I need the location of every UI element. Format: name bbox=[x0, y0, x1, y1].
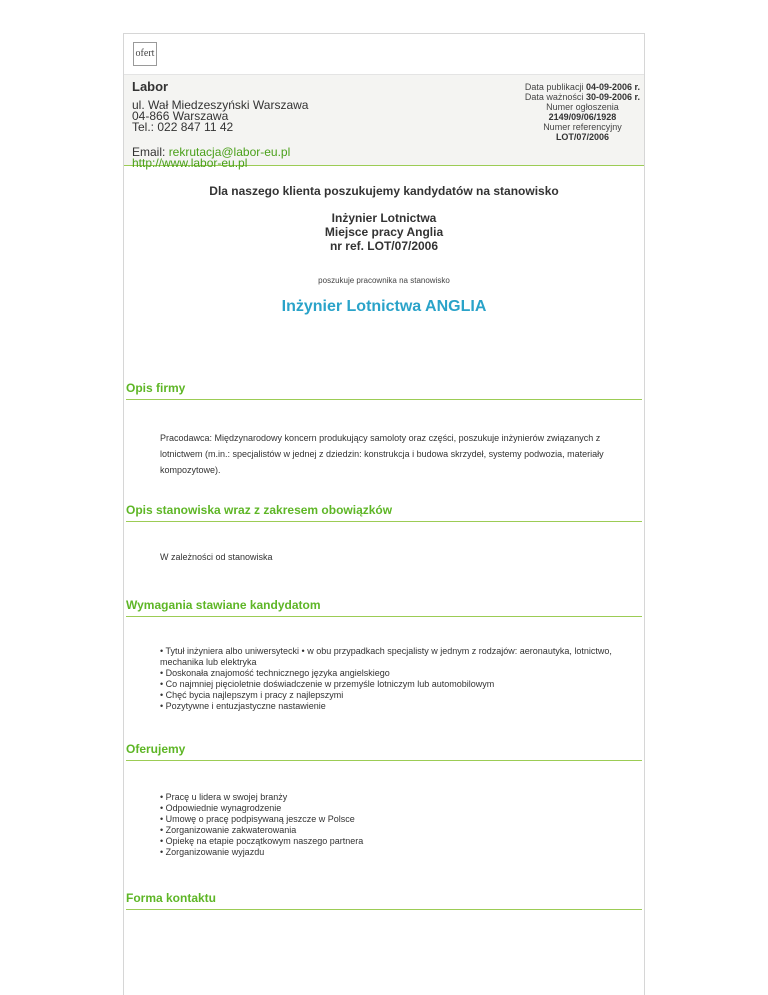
employer-header bbox=[124, 74, 644, 170]
job-title: Inżynier Lotnictwa ANGLIA bbox=[281, 298, 487, 315]
offer-number-label: Numer ogłoszenia bbox=[546, 102, 619, 112]
list-item: • Opiekę na etapie początkowym naszego partnera bbox=[160, 836, 364, 846]
company-postal: 04-866 Warszawa bbox=[132, 109, 229, 123]
list-item: • Tytuł inżyniera albo uniwersytecki • w obu przypadkach specjalisty w jednym z rodzajów: aeronautyka, lotnictwo, mechanika lub elektryka bbox=[160, 646, 612, 667]
company-address: ul. Wał Miedzeszyński Warszawa bbox=[132, 98, 309, 112]
work-place: Miejsce pracy Anglia bbox=[324, 225, 444, 239]
logo-row bbox=[124, 34, 644, 74]
section-body-company: Pracodawca: Międzynarodowy koncern produkujący samoloty oraz części, poszukuje inżynierów związanych z lotnictwem (m.in.: specjalistów w jednej z dziedzin: konstrukcja i budowa skrzydeł, systemy podwozia, materiały kompozytowe). bbox=[160, 433, 604, 475]
list-item: • Zorganizowanie wyjazdu bbox=[160, 847, 265, 857]
list-item: • Doskonała znajomość technicznego języka angielskiego bbox=[160, 668, 390, 678]
validity-date-label: Data ważności bbox=[524, 92, 584, 102]
email-label: Email: bbox=[132, 145, 166, 159]
position-ref: nr ref. LOT/07/2006 bbox=[329, 239, 439, 253]
section-title-duties: Opis stanowiska wraz z zakresem obowiązków bbox=[126, 503, 642, 522]
offer-meta bbox=[525, 82, 640, 142]
reference-number-value: LOT/07/2006 bbox=[555, 132, 609, 142]
publication-date bbox=[525, 82, 640, 92]
position-block bbox=[124, 211, 644, 253]
list-item: • Umowę o pracę podpisywaną jeszcze w Polsce bbox=[160, 814, 355, 824]
offer-number-value: 2149/09/06/1928 bbox=[548, 112, 617, 122]
company-info bbox=[132, 81, 308, 169]
job-offer-page bbox=[123, 33, 645, 995]
list-item: • Chęć bycia najlepszym i pracy z najlepszymi bbox=[160, 690, 344, 700]
list-item: • Co najmniej pięcioletnie doświadczenie w przemyśle lotniczym lub automobilowym bbox=[160, 679, 495, 689]
section-title-company: Opis firmy bbox=[126, 381, 642, 400]
reference-number bbox=[525, 132, 640, 142]
position-name: Inżynier Lotnictwa bbox=[331, 211, 437, 225]
section-body-duties: W zależności od stanowiska bbox=[160, 552, 273, 562]
reference-number-label: Numer referencyjny bbox=[543, 122, 622, 132]
publication-date-value: 04-09-2006 r. bbox=[585, 82, 640, 92]
validity-date bbox=[525, 92, 640, 102]
company-phone: Tel.: 022 847 11 42 bbox=[132, 120, 234, 134]
email-link[interactable]: rekrutacja@labor-eu.pl bbox=[168, 145, 291, 159]
list-item: • Odpowiednie wynagrodzenie bbox=[160, 803, 282, 813]
section-title-requirements: Wymagania stawiane kandydatom bbox=[126, 598, 642, 617]
seeking-line: poszukuje pracownika na stanowisko bbox=[318, 276, 450, 285]
requirements-list bbox=[160, 646, 640, 712]
section-title-offer: Oferujemy bbox=[126, 742, 642, 761]
list-item: • Zorganizowanie zakwaterowania bbox=[160, 825, 297, 835]
validity-date-value: 30-09-2006 r. bbox=[585, 92, 640, 102]
ofert-logo: ofert bbox=[133, 42, 157, 66]
offer-number bbox=[525, 112, 640, 122]
company-name: Labor bbox=[132, 79, 169, 94]
list-item: • Pozytywne i entuzjastyczne nastawienie bbox=[160, 701, 326, 711]
website-link[interactable]: http://www.labor-eu.pl bbox=[132, 156, 248, 170]
publication-date-label: Data publikacji bbox=[524, 82, 584, 92]
list-item: • Pracę u lidera w swojej branży bbox=[160, 792, 288, 802]
offer-list bbox=[160, 792, 640, 858]
section-title-contact: Forma kontaktu bbox=[126, 891, 642, 910]
client-headline: Dla naszego klienta poszukujemy kandydatów na stanowisko bbox=[209, 184, 559, 198]
